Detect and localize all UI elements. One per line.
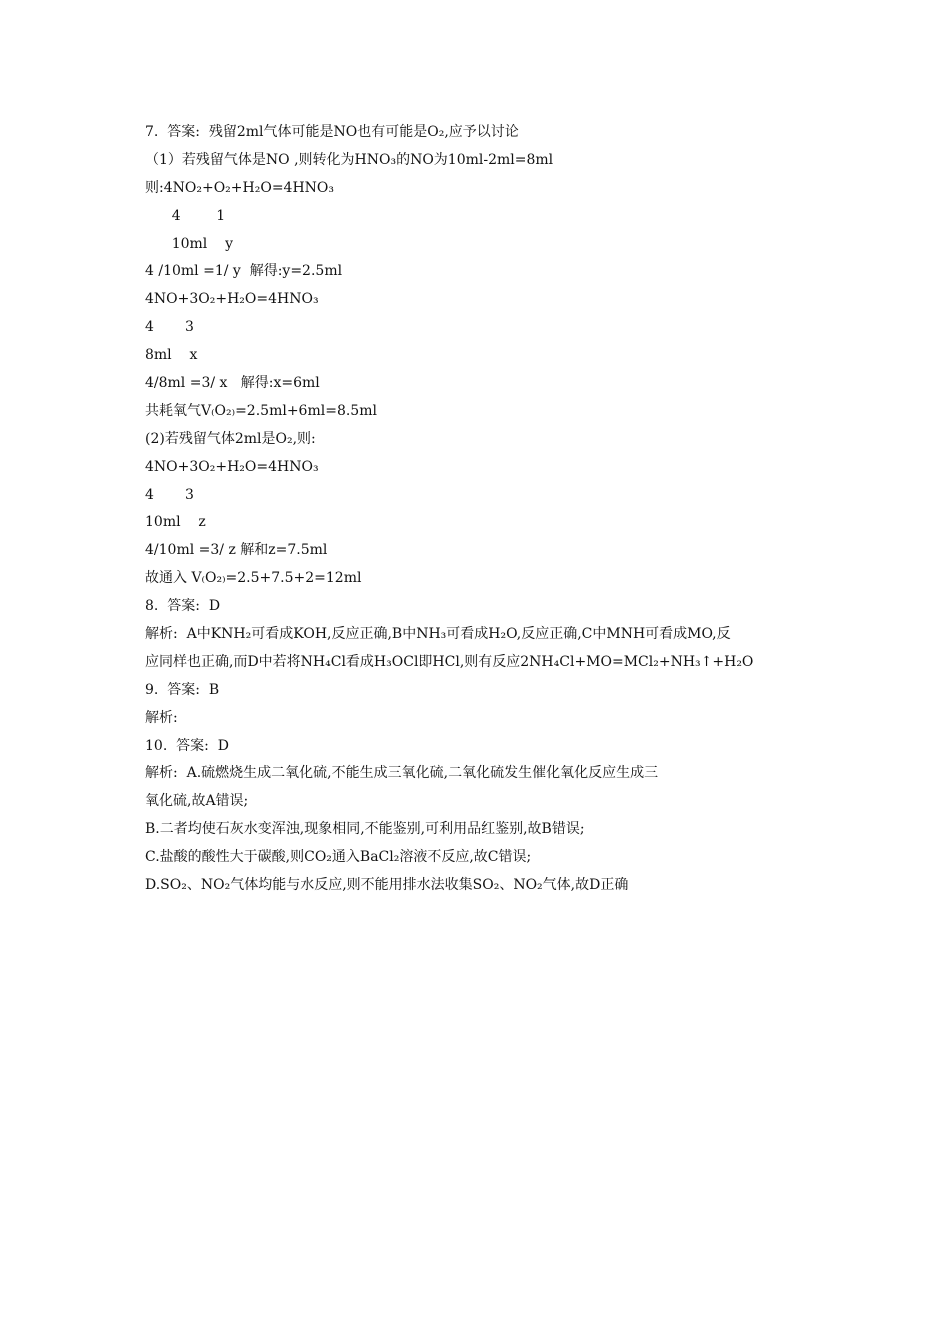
text-line: 解析: A中KNH₂可看成KOH,反应正确,B中NH₃可看成H₂O,反应正确,C中MNH可看成MO,反 — [145, 626, 731, 643]
text-line: 共耗氧气V₍O₂₎=2.5ml+6ml=8.5ml — [145, 402, 377, 419]
text-line: 4/8ml =3/ x 解得:x=6ml — [145, 375, 320, 392]
text-line: C.盐酸的酸性大于碳酸,则CO₂通入BaCl₂溶液不反应,故C错误; — [145, 849, 532, 866]
question-8-answer: 8. 答案: D — [145, 598, 221, 615]
text-line: 则:4NO₂+O₂+H₂O=4HNO₃ — [145, 179, 334, 196]
text-line: 10ml y — [145, 235, 233, 252]
text-line: 解析: — [145, 709, 178, 726]
text-line: 故通入 V₍O₂₎=2.5+7.5+2=12ml — [145, 570, 362, 587]
text-line: B.二者均使石灰水变浑浊,现象相同,不能鉴别,可利用品红鉴别,故B错误; — [145, 821, 585, 838]
text-line: （1）若残留气体是NO ,则转化为HNO₃的NO为10ml-2ml=8ml — [145, 151, 554, 168]
text-line: D.SO₂、NO₂气体均能与水反应,则不能用排水法收集SO₂、NO₂气体,故D正确 — [145, 877, 629, 894]
question-10-answer: 10. 答案: D — [145, 737, 230, 754]
text-line: 4 3 — [145, 319, 194, 336]
text-line: 4 3 — [145, 486, 194, 503]
text-line: 4NO+3O₂+H₂O=4HNO₃ — [145, 291, 319, 308]
text-line: 7. 答案: 残留2ml气体可能是NO也有可能是O₂,应予以讨论 — [145, 124, 519, 140]
text-line: 应同样也正确,而D中若将NH₄Cl看成H₃OCl即HCl,则有反应2NH₄Cl+MO=MCl₂+NH₃↑+H₂O — [145, 653, 754, 670]
text-line: (2)若残留气体2ml是O₂,则: — [145, 430, 316, 447]
question-9-answer: 9. 答案: B — [145, 681, 220, 698]
text-line: 4NO+3O₂+H₂O=4HNO₃ — [145, 458, 319, 475]
text-line: 解析: A.硫燃烧生成二氧化硫,不能生成三氧化硫,二氧化硫发生催化氧化反应生成三 — [145, 765, 659, 782]
text-line: 氧化硫,故A错误; — [145, 793, 249, 810]
text-line: 4 /10ml =1/ y 解得:y=2.5ml — [145, 263, 343, 280]
answer-content — [145, 119, 815, 900]
text-line: 8ml x — [145, 347, 198, 364]
text-line: 4 1 — [145, 207, 226, 224]
text-line: 4/10ml =3/ z 解和z=7.5ml — [145, 542, 328, 559]
text-line: 10ml z — [145, 514, 206, 531]
